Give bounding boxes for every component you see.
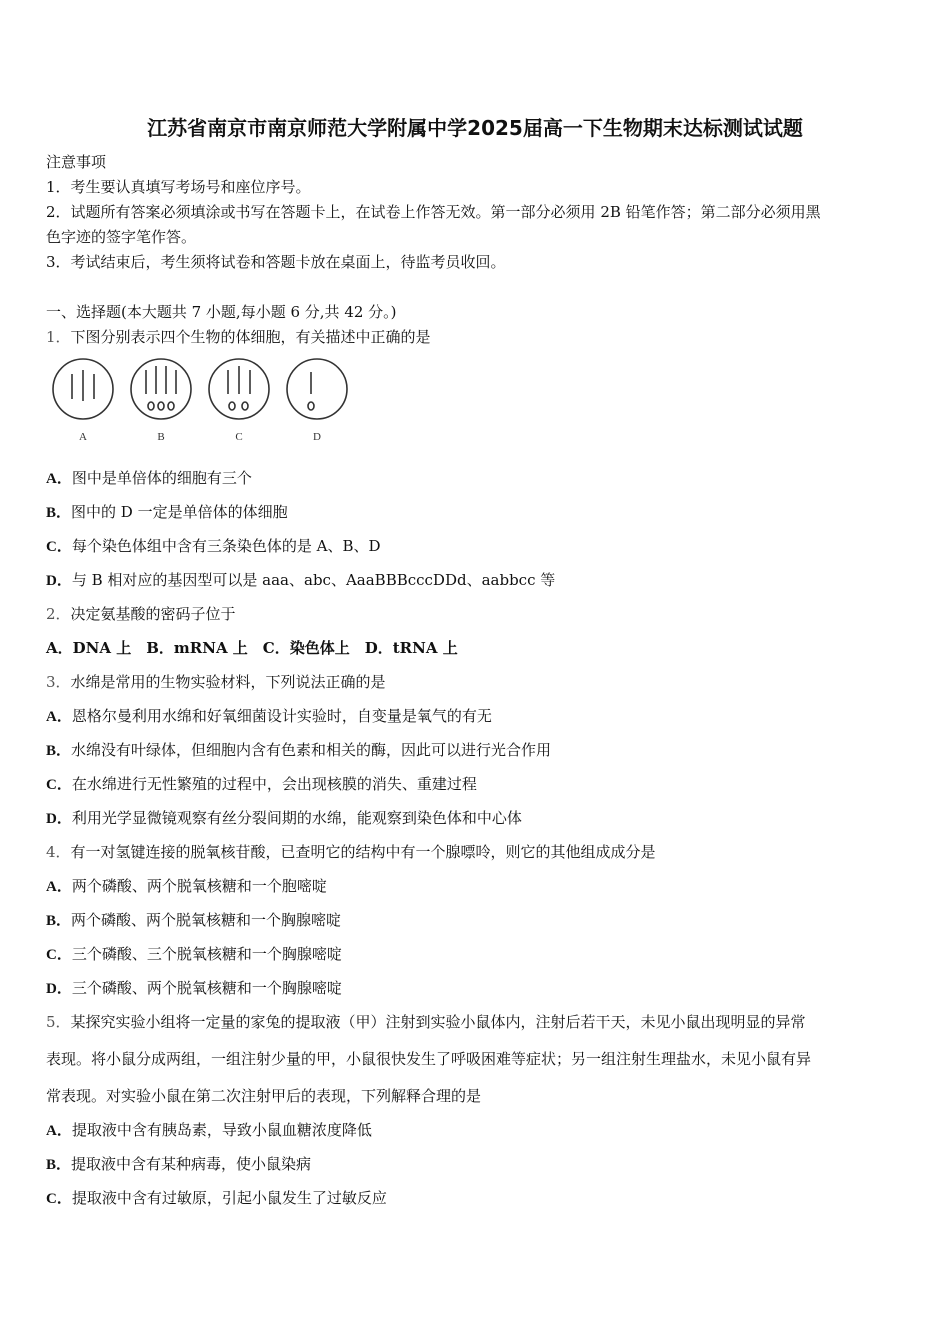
option-text: 提取液中含有胰岛素，导致小鼠血糖浓度降低	[71, 1121, 372, 1139]
option-key: D．	[46, 811, 72, 827]
notice-item: 1．考生要认真填写考场号和座位序号。	[46, 178, 311, 196]
option-key: B．	[46, 505, 72, 521]
option-key: B．	[46, 1157, 72, 1173]
cell-d	[287, 359, 347, 419]
option-key: C．	[46, 777, 72, 793]
notice-item: 色字迹的签字笔作答。	[46, 228, 197, 246]
option-inline: A．DNA 上 B．mRNA 上 C．染色体上 D．tRNA 上	[46, 639, 458, 657]
option-line	[46, 808, 906, 829]
option-key: D．	[46, 981, 72, 997]
question-text: 下图分别表示四个生物的体细胞，有关描述中正确的是	[70, 328, 431, 346]
question-number: 2．	[46, 605, 71, 623]
option-key: C．	[46, 1191, 72, 1207]
option-text: 两个磷酸、两个脱氧核糖和一个胞嘧啶	[71, 877, 327, 895]
option-line	[46, 876, 906, 897]
option-text: 图中的 D 一定是单倍体的体细胞	[71, 503, 288, 521]
option-key: C．	[46, 539, 72, 555]
option-key: C．	[46, 947, 72, 963]
figure-label-a: A	[79, 431, 87, 443]
option-key: A．	[46, 879, 72, 895]
option-text: 水绵没有叶绿体，但细胞内含有色素和相关的酶，因此可以进行光合作用	[71, 741, 552, 759]
question-text-continued: 表现。将小鼠分成两组，一组注射少量的甲，小鼠很快发生了呼吸困难等症状；另一组注射生理盐水，未见小鼠有异	[46, 1050, 812, 1068]
option-text: 每个染色体组中含有三条染色体的是 A、B、D	[71, 537, 381, 555]
option-line	[46, 502, 906, 523]
option-text: 图中是单倍体的细胞有三个	[71, 469, 252, 487]
cell-figure	[46, 356, 366, 450]
question-stem	[46, 327, 906, 347]
question-number: 5．	[46, 1013, 71, 1031]
notice-item: 2．试题所有答案必须填涂或书写在答题卡上，在试卷上作答无效。第一部分必须用 2B 铅笔作答；第二部分必须用黑	[46, 203, 821, 221]
question-stem	[46, 1012, 906, 1032]
option-text: 提取液中含有某种病毒，使小鼠染病	[71, 1155, 312, 1173]
question-number: 1．	[46, 328, 71, 346]
option-line	[46, 1120, 906, 1141]
option-text: 三个磷酸、两个脱氧核糖和一个胸腺嘧啶	[71, 979, 342, 997]
question-text-continued: 常表现。对实验小鼠在第二次注射甲后的表现，下列解释合理的是	[46, 1087, 482, 1105]
option-line	[46, 944, 906, 965]
option-line	[46, 706, 906, 727]
option-text: 利用光学显微镜观察有丝分裂间期的水绵，能观察到染色体和中心体	[71, 809, 522, 827]
option-line	[46, 774, 906, 795]
option-line	[46, 570, 906, 591]
option-key: B．	[46, 743, 72, 759]
option-key: B．	[46, 913, 72, 929]
figure-label-b: B	[157, 431, 165, 443]
option-line	[46, 740, 906, 761]
figure-label-d: D	[313, 431, 321, 443]
cell-diagram	[46, 356, 366, 450]
question-stem	[46, 842, 906, 862]
option-key: A．	[46, 471, 72, 487]
option-text: 提取液中含有过敏原，引起小鼠发生了过敏反应	[71, 1189, 387, 1207]
option-key: A．	[46, 1123, 72, 1139]
option-text: 与 B 相对应的基因型可以是 aaa、abc、AaaBBBcccDDd、aabbcc 等	[71, 571, 556, 589]
option-text: 三个磷酸、三个脱氧核糖和一个胸腺嘧啶	[71, 945, 342, 963]
question-text: 决定氨基酸的密码子位于	[70, 605, 236, 623]
option-text: 两个磷酸、两个脱氧核糖和一个胸腺嘧啶	[71, 911, 342, 929]
question-text: 有一对氢键连接的脱氧核苷酸，已查明它的结构中有一个腺嘌呤，则它的其他组成成分是	[70, 843, 656, 861]
figure-label-c: C	[235, 431, 243, 443]
question-stem	[46, 604, 906, 624]
section-header: 一、选择题(本大题共 7 小题,每小题 6 分,共 42 分。)	[46, 303, 397, 321]
option-line	[46, 910, 906, 931]
option-line	[46, 978, 906, 999]
notice-item: 3．考试结束后，考生须将试卷和答题卡放在桌面上，待监考员收回。	[46, 253, 506, 271]
option-text: 在水绵进行无性繁殖的过程中，会出现核膜的消失、重建过程	[71, 775, 477, 793]
option-key: D．	[46, 573, 72, 589]
option-text: 恩格尔曼利用水绵和好氧细菌设计实验时，自变量是氧气的有无	[71, 707, 492, 725]
option-line	[46, 536, 906, 557]
option-line	[46, 1154, 906, 1175]
question-number: 4．	[46, 843, 71, 861]
option-line	[46, 468, 906, 489]
option-line	[46, 1188, 906, 1209]
notice-heading: 注意事项	[46, 153, 107, 171]
question-stem	[46, 672, 906, 692]
question-text: 水绵是常用的生物实验材料，下列说法正确的是	[70, 673, 386, 691]
option-key: A．	[46, 709, 72, 725]
page-title: 江苏省南京市南京师范大学附属中学2025届高一下生物期末达标测试试题	[147, 116, 803, 140]
question-text: 某探究实验小组将一定量的家兔的提取液（甲）注射到实验小鼠体内，注射后若干天，未见小鼠出现明显的异常	[70, 1013, 806, 1031]
question-number: 3．	[46, 673, 71, 691]
